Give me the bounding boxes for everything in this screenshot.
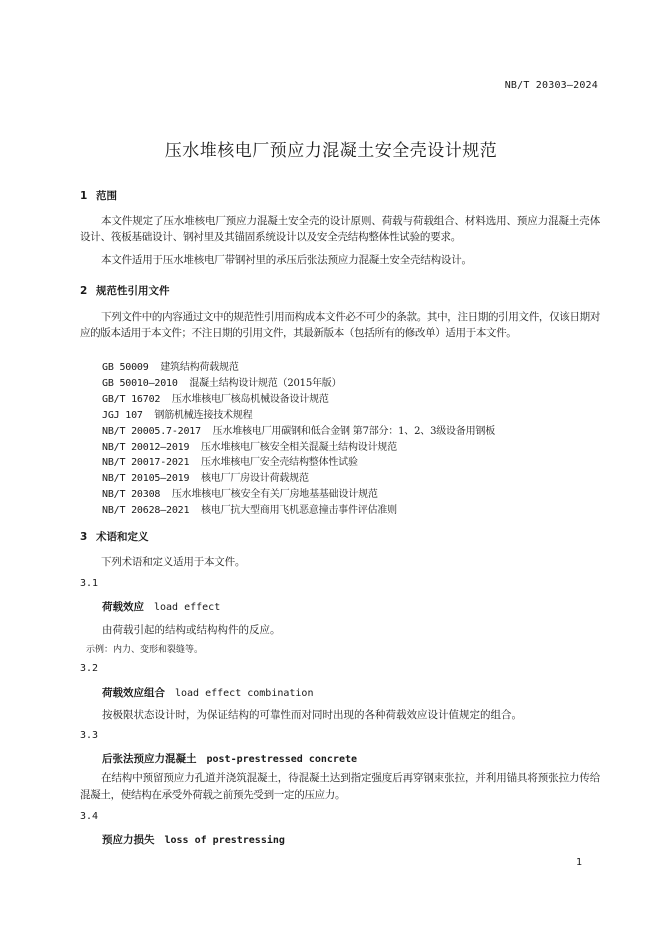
reference-title: 钢筋机械连接技术规程 xyxy=(154,409,253,421)
reference-item xyxy=(102,440,495,456)
reference-code: NB/T 20308 xyxy=(102,489,161,501)
reference-title: 核电厂厂房设计荷载规范 xyxy=(200,473,309,485)
reference-code: NB/T 20628—2021 xyxy=(102,505,190,517)
terms-intro: 下列术语和定义适用于本文件。 xyxy=(101,556,246,568)
page-number: 1 xyxy=(575,857,582,868)
section-heading-terms xyxy=(80,529,149,544)
term-entry xyxy=(102,832,285,847)
term-zh: 后张法预应力混凝土 xyxy=(102,753,197,765)
term-definition: 按极限状态设计时，为保证结构的可靠性而对同时出现的各种荷载效应设计值规定的组合。 xyxy=(102,709,522,721)
section-title: 术语和定义 xyxy=(96,531,149,543)
reference-code: NB/T 20105—2019 xyxy=(102,473,190,485)
reference-title: 压水堆核电厂核安全有关厂房地基基础设计规范 xyxy=(171,489,378,501)
scope-paragraph-1: 本文件规定了压水堆核电厂预应力混凝土安全壳的设计原则、荷载与荷载组合、材料选用、预应力混凝土壳体设计、筏板基础设计、钢衬里及其锚固系统设计以及安全壳结构整体性试验的要求。 xyxy=(80,215,600,243)
term-en: load effect combination xyxy=(175,688,314,699)
reference-title: 混凝土结构设计规范（2015年版） xyxy=(189,377,342,389)
term-zh: 预应力损失 xyxy=(102,834,155,846)
term-definition: 由荷载引起的结构或结构构件的反应。 xyxy=(102,624,281,636)
reference-code: JGJ 107 xyxy=(102,409,143,421)
term-definition: 在结构中预留预应力孔道并浇筑混凝土，待混凝土达到指定强度后再穿钢束张拉，并利用锚具将预张拉力传给混凝土，使结构在承受外荷载之前预先受到一定的压应力。 xyxy=(80,772,600,801)
reference-list xyxy=(102,360,495,519)
section-title: 范围 xyxy=(96,190,117,202)
section-number: 2 xyxy=(80,285,88,297)
term-zh: 荷载效应组合 xyxy=(102,687,165,699)
section-number: 3 xyxy=(80,531,88,543)
term-entry xyxy=(102,599,220,614)
term-entry xyxy=(102,685,313,700)
reference-item xyxy=(102,455,495,471)
reference-item xyxy=(102,487,495,503)
reference-item xyxy=(102,471,495,487)
standard-number: NB/T 20303—2024 xyxy=(504,80,598,91)
document-title: 压水堆核电厂预应力混凝土安全壳设计规范 xyxy=(164,141,498,161)
references-intro: 下列文件中的内容通过文中的规范性引用而构成本文件必不可少的条款。其中，注日期的引用文件，仅该日期对应的版本适用于本文件；不注日期的引用文件，其最新版本（包括所有的修改单）适用于本文件。 xyxy=(80,311,600,339)
reference-title: 压水堆核电厂用碳钢和低合金钢 第7部分：1、2、3级设备用钢板 xyxy=(212,425,496,437)
term-zh: 荷载效应 xyxy=(102,601,144,613)
section-heading-normative-references xyxy=(80,283,170,298)
term-example: 示例：内力、变形和裂缝等。 xyxy=(86,645,204,655)
reference-code: GB 50010—2010 xyxy=(102,377,178,389)
reference-code: GB/T 16702 xyxy=(102,393,161,405)
clause-number: 3.3 xyxy=(80,730,99,741)
reference-item xyxy=(102,424,495,440)
section-number: 1 xyxy=(80,190,88,202)
reference-item xyxy=(102,408,495,424)
reference-title: 建筑结构荷载规范 xyxy=(160,362,239,373)
reference-code: NB/T 20012—2019 xyxy=(102,441,190,453)
term-en: post-prestressed concrete xyxy=(206,754,358,765)
section-heading-scope xyxy=(80,188,117,203)
term-en: loss of prestressing xyxy=(164,835,285,846)
reference-title: 压水堆核电厂核安全相关混凝土结构设计规范 xyxy=(200,441,397,453)
term-en: load effect xyxy=(154,602,221,613)
reference-code: NB/T 20017-2021 xyxy=(102,457,190,469)
reference-item xyxy=(102,376,495,392)
section-title: 规范性引用文件 xyxy=(96,285,170,297)
term-entry xyxy=(102,751,357,766)
clause-number: 3.2 xyxy=(80,663,99,674)
clause-number: 3.1 xyxy=(80,578,99,589)
reference-title: 核电厂抗大型商用飞机恶意撞击事件评估准则 xyxy=(200,505,397,517)
reference-item xyxy=(102,503,495,519)
reference-item xyxy=(102,392,495,408)
reference-title: 压水堆核电厂核岛机械设备设计规范 xyxy=(171,393,329,405)
reference-title: 压水堆核电厂安全壳结构整体性试验 xyxy=(200,457,358,469)
clause-number: 3.4 xyxy=(80,811,99,822)
scope-paragraph-2: 本文件适用于压水堆核电厂带钢衬里的承压后张法预应力混凝土安全壳结构设计。 xyxy=(101,254,472,266)
reference-item xyxy=(102,360,495,376)
reference-code: GB 50009 xyxy=(102,362,149,373)
reference-code: NB/T 20005.7-2017 xyxy=(102,425,201,437)
